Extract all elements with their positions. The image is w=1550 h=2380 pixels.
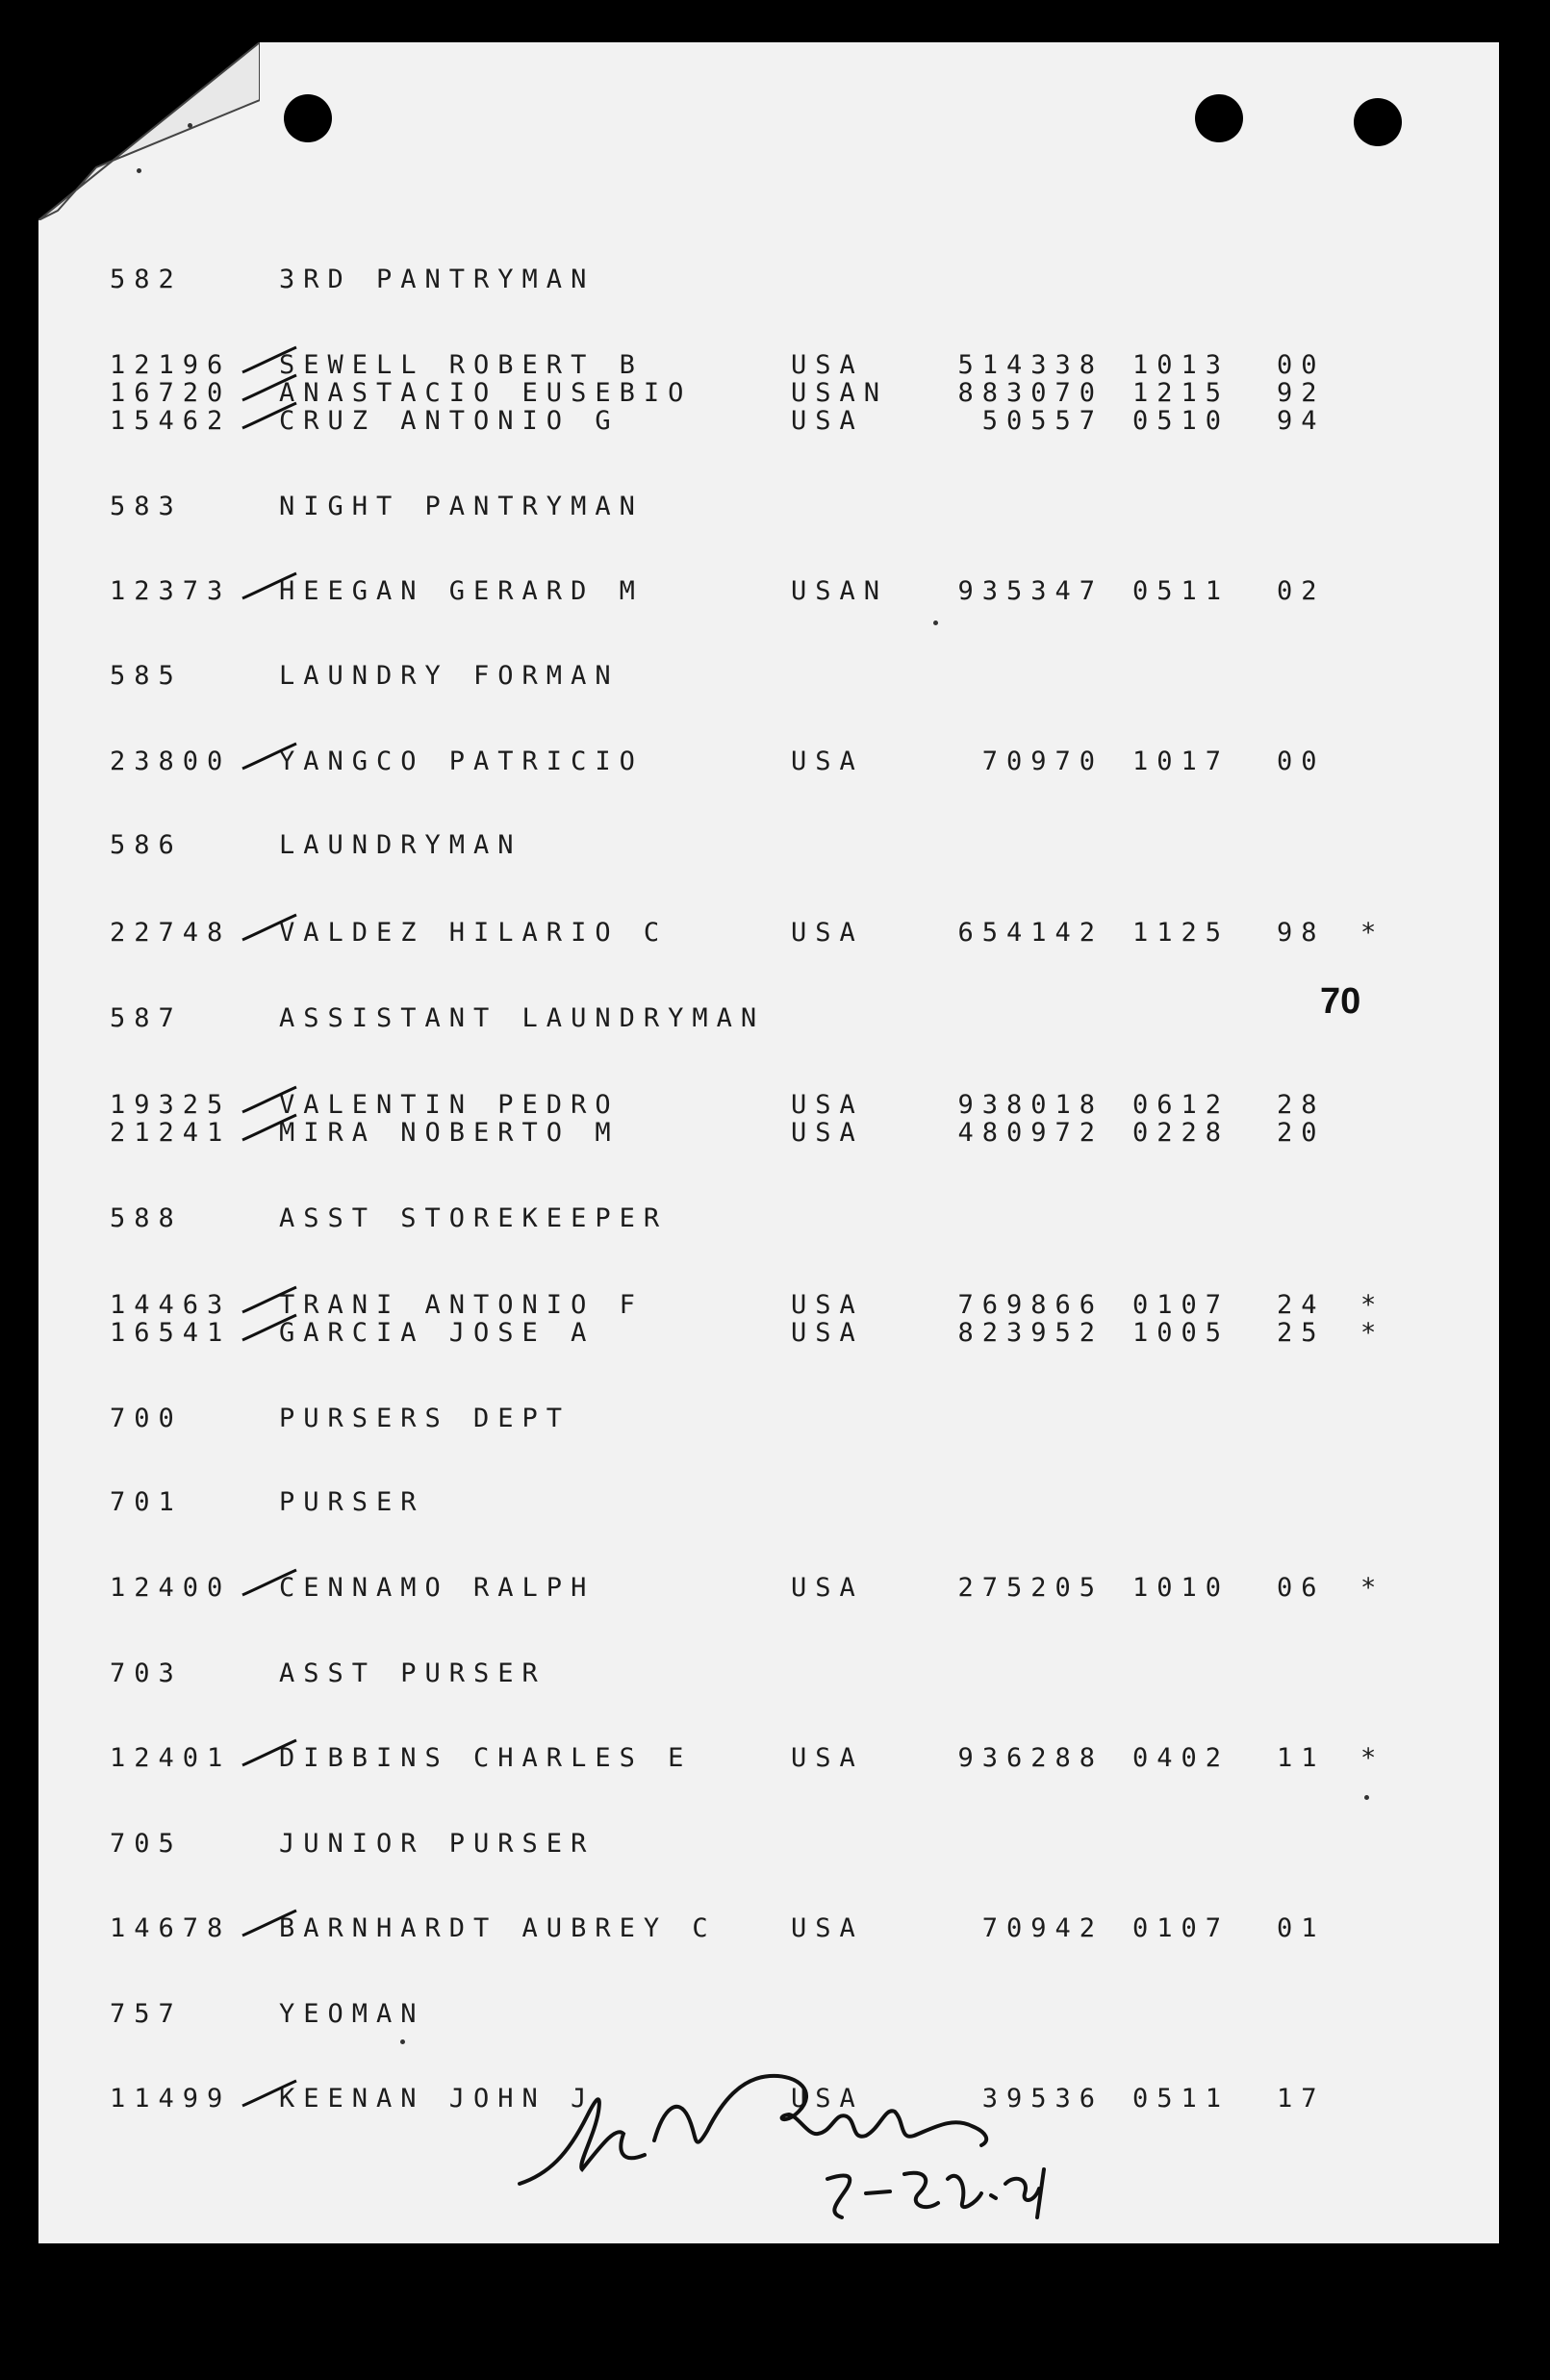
- date-code: 1017: [1132, 747, 1231, 776]
- year-code: 20: [1277, 1118, 1326, 1148]
- citizenship: USA: [791, 1318, 864, 1348]
- date-code: 0402: [1132, 1743, 1231, 1773]
- signature-image: [510, 2059, 1106, 2232]
- section-title: JUNIOR PURSER: [279, 1829, 596, 1859]
- document-number: 936288: [957, 1743, 1104, 1773]
- section-heading: [0, 662, 1550, 691]
- document-number: 50557: [981, 406, 1104, 436]
- date-code: 1215: [1132, 378, 1231, 408]
- crew-entry: [0, 379, 1550, 408]
- citizenship: USA: [791, 2084, 864, 2114]
- document-number: 654142: [957, 918, 1104, 948]
- date-code: 1005: [1132, 1318, 1231, 1348]
- check-mark-icon: [241, 2079, 298, 2108]
- crew-name: VALENTIN PEDRO: [279, 1090, 620, 1120]
- document-number: 70970: [981, 747, 1104, 776]
- crew-entry: [0, 1574, 1550, 1603]
- section-title: LAUNDRY FORMAN: [279, 661, 620, 691]
- date-code: 0107: [1132, 1913, 1231, 1943]
- section-code: 587: [110, 1003, 183, 1033]
- check-mark-icon: [241, 913, 298, 942]
- section-heading: [0, 1830, 1550, 1859]
- check-mark-icon: [241, 1568, 298, 1597]
- section-title: LAUNDRYMAN: [279, 830, 522, 860]
- speck: [400, 2039, 405, 2044]
- date-code: 0228: [1132, 1118, 1231, 1148]
- citizenship: USAN: [791, 378, 889, 408]
- crew-name: DIBBINS CHARLES E: [279, 1743, 693, 1773]
- entry-id: 11499: [110, 2084, 232, 2114]
- section-heading: [0, 1004, 1550, 1033]
- check-mark-icon: [241, 1909, 298, 1937]
- section-code: 700: [110, 1404, 183, 1433]
- date-code: 1010: [1132, 1573, 1231, 1603]
- section-code: 586: [110, 830, 183, 860]
- entry-id: 12400: [110, 1573, 232, 1603]
- document-number: 39536: [981, 2084, 1104, 2114]
- page-number: 70: [1320, 981, 1361, 1022]
- date-code: 0510: [1132, 406, 1231, 436]
- check-mark-icon: [241, 742, 298, 771]
- date-code: 0511: [1132, 2084, 1231, 2114]
- year-code: 28: [1277, 1090, 1326, 1120]
- section-code: 757: [110, 1999, 183, 2029]
- section-code: 583: [110, 492, 183, 521]
- crew-name: HEEGAN GERARD M: [279, 576, 644, 606]
- check-mark-icon: [241, 1313, 298, 1342]
- check-mark-icon: [241, 571, 298, 600]
- citizenship: USA: [791, 747, 864, 776]
- citizenship: USA: [791, 350, 864, 380]
- check-mark-icon: [241, 1113, 298, 1142]
- year-code: 98: [1277, 918, 1326, 948]
- crew-entry: [0, 407, 1550, 436]
- section-title: ASST STOREKEEPER: [279, 1203, 669, 1233]
- citizenship: USA: [791, 1290, 864, 1320]
- section-heading: [0, 831, 1550, 860]
- section-code: 705: [110, 1829, 183, 1859]
- crew-entry: [0, 747, 1550, 776]
- asterisk-mark: *: [1360, 1743, 1385, 1773]
- crew-entry: [0, 351, 1550, 380]
- year-code: 92: [1277, 378, 1326, 408]
- document-number: 938018: [957, 1090, 1104, 1120]
- year-code: 17: [1277, 2084, 1326, 2114]
- entry-id: 16541: [110, 1318, 232, 1348]
- citizenship: USA: [791, 1913, 864, 1943]
- section-title: NIGHT PANTRYMAN: [279, 492, 644, 521]
- year-code: 11: [1277, 1743, 1326, 1773]
- year-code: 00: [1277, 747, 1326, 776]
- year-code: 02: [1277, 576, 1326, 606]
- section-heading: [0, 1204, 1550, 1233]
- entry-id: 14678: [110, 1913, 232, 1943]
- crew-entry: [0, 577, 1550, 606]
- crew-name: MIRA NOBERTO M: [279, 1118, 620, 1148]
- date-code: 1125: [1132, 918, 1231, 948]
- check-mark-icon: [241, 401, 298, 430]
- citizenship: USA: [791, 1743, 864, 1773]
- speck: [137, 168, 141, 173]
- document-number: 935347: [957, 576, 1104, 606]
- entry-id: 14463: [110, 1290, 232, 1320]
- document-number: 883070: [957, 378, 1104, 408]
- document-number: 823952: [957, 1318, 1104, 1348]
- crew-name: TRANI ANTONIO F: [279, 1290, 644, 1320]
- year-code: 25: [1277, 1318, 1326, 1348]
- date-code: 0612: [1132, 1090, 1231, 1120]
- section-heading: [0, 1405, 1550, 1433]
- speck: [1364, 1795, 1369, 1800]
- citizenship: USA: [791, 406, 864, 436]
- crew-entry: [0, 1319, 1550, 1348]
- section-title: PURSER: [279, 1487, 425, 1517]
- date-code: 0107: [1132, 1290, 1231, 1320]
- check-mark-icon: [241, 345, 298, 374]
- crew-entry: [0, 1091, 1550, 1120]
- check-mark-icon: [241, 373, 298, 402]
- entry-id: 22748: [110, 918, 232, 948]
- entry-id: 21241: [110, 1118, 232, 1148]
- crew-name: KEENAN JOHN J: [279, 2084, 596, 2114]
- year-code: 94: [1277, 406, 1326, 436]
- citizenship: USA: [791, 918, 864, 948]
- entry-id: 12196: [110, 350, 232, 380]
- section-title: ASST PURSER: [279, 1658, 546, 1688]
- crew-name: CRUZ ANTONIO G: [279, 406, 620, 436]
- entry-id: 12373: [110, 576, 232, 606]
- date-code: 0511: [1132, 576, 1231, 606]
- crew-name: VALDEZ HILARIO C: [279, 918, 669, 948]
- section-code: 588: [110, 1203, 183, 1233]
- section-code: 701: [110, 1487, 183, 1517]
- crew-entry: [0, 1914, 1550, 1943]
- entry-id: 23800: [110, 747, 232, 776]
- section-title: 3RD PANTRYMAN: [279, 265, 596, 294]
- asterisk-mark: *: [1360, 1318, 1385, 1348]
- entry-id: 16720: [110, 378, 232, 408]
- year-code: 00: [1277, 350, 1326, 380]
- year-code: 06: [1277, 1573, 1326, 1603]
- year-code: 24: [1277, 1290, 1326, 1320]
- section-code: 703: [110, 1658, 183, 1688]
- citizenship: USAN: [791, 576, 889, 606]
- check-mark-icon: [241, 1085, 298, 1114]
- document-number: 480972: [957, 1118, 1104, 1148]
- section-heading: [0, 1659, 1550, 1688]
- section-code: 585: [110, 661, 183, 691]
- citizenship: USA: [791, 1573, 864, 1603]
- document-number: 70942: [981, 1913, 1104, 1943]
- entry-id: 15462: [110, 406, 232, 436]
- citizenship: USA: [791, 1118, 864, 1148]
- date-code: 1013: [1132, 350, 1231, 380]
- crew-entry: [0, 919, 1550, 948]
- crew-name: BARNHARDT AUBREY C: [279, 1913, 717, 1943]
- section-heading: [0, 2000, 1550, 2029]
- section-heading: [0, 266, 1550, 294]
- entry-id: 12401: [110, 1743, 232, 1773]
- speck: [188, 123, 192, 128]
- check-mark-icon: [241, 1738, 298, 1767]
- asterisk-mark: *: [1360, 918, 1385, 948]
- crew-name: YANGCO PATRICIO: [279, 747, 644, 776]
- asterisk-mark: *: [1360, 1573, 1385, 1603]
- section-heading: [0, 493, 1550, 521]
- document-number: 275205: [957, 1573, 1104, 1603]
- crew-name: CENNAMO RALPH: [279, 1573, 596, 1603]
- asterisk-mark: *: [1360, 1290, 1385, 1320]
- document-number: 514338: [957, 350, 1104, 380]
- section-heading: [0, 1488, 1550, 1517]
- section-code: 582: [110, 265, 183, 294]
- crew-name: ANASTACIO EUSEBIO: [279, 378, 693, 408]
- check-mark-icon: [241, 1285, 298, 1314]
- year-code: 01: [1277, 1913, 1326, 1943]
- crew-entry: [0, 1744, 1550, 1773]
- crew-name: SEWELL ROBERT B: [279, 350, 644, 380]
- crew-entry: [0, 1119, 1550, 1148]
- crew-name: GARCIA JOSE A: [279, 1318, 596, 1348]
- citizenship: USA: [791, 1090, 864, 1120]
- entry-id: 19325: [110, 1090, 232, 1120]
- section-title: PURSERS DEPT: [279, 1404, 572, 1433]
- section-title: YEOMAN: [279, 1999, 425, 2029]
- document-number: 769866: [957, 1290, 1104, 1320]
- section-title: ASSISTANT LAUNDRYMAN: [279, 1003, 766, 1033]
- crew-entry: [0, 1291, 1550, 1320]
- speck: [933, 620, 938, 625]
